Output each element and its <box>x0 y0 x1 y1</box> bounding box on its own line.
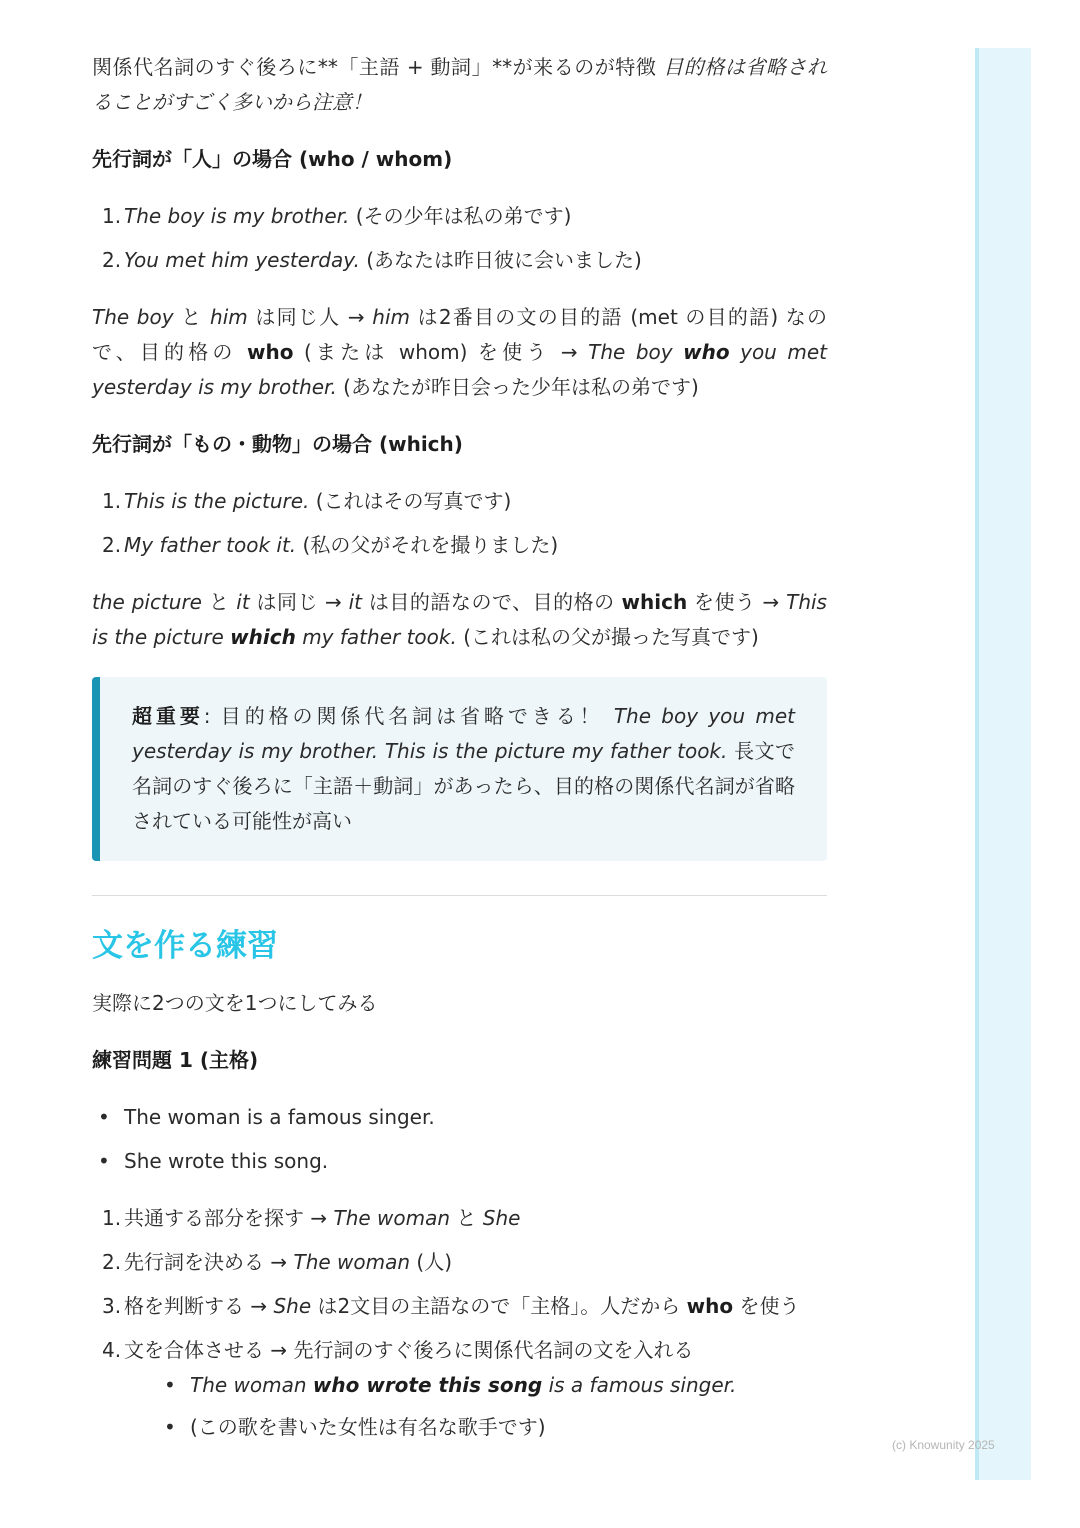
text-span: She <box>482 1206 521 1230</box>
intro-paragraph <box>92 50 827 120</box>
section-title: 文を作る練習 <box>92 928 278 964</box>
exercise-heading: 練習問題 1 (主格) <box>92 1048 259 1072</box>
text-span: (これは私の父が撮った写真です) <box>456 625 759 649</box>
bullet-icon: • <box>98 1149 110 1173</box>
keyword: which <box>230 625 296 649</box>
text-span: (あなたが昨日会った少年は私の弟です) <box>336 375 699 399</box>
text-span: を使う → <box>687 590 787 614</box>
person-example-list <box>92 199 827 278</box>
text-span: She <box>273 1294 312 1318</box>
text-span: The woman <box>333 1206 451 1230</box>
exercise-sentence-list <box>92 1100 827 1179</box>
text-span: The woman <box>293 1250 411 1274</box>
list-item <box>92 1144 827 1179</box>
text-span: it <box>236 590 250 614</box>
list-number: 1. <box>102 1206 122 1230</box>
text-span: him <box>210 305 248 329</box>
text-span: 格を判断する → <box>124 1294 274 1318</box>
text-span: him <box>372 305 410 329</box>
text-span: と <box>173 305 211 329</box>
heading-person: 先行詞が「人」の場合 (who / whom) <box>92 147 453 171</box>
list-item <box>92 528 827 563</box>
example-english: This is the picture. <box>124 489 310 513</box>
list-item <box>92 199 827 234</box>
answer-list <box>124 1368 827 1445</box>
text-span: 先行詞を決める → <box>124 1250 294 1274</box>
text-span: 共通する部分を探す → <box>124 1206 334 1230</box>
thing-explanation <box>92 585 827 655</box>
list-item <box>124 1368 827 1403</box>
example-english: The boy is my brother. <box>124 204 350 228</box>
sentence-text: She wrote this song. <box>124 1149 329 1173</box>
callout-text: 長文で名詞のすぐ後ろに「主語＋動詞」があったら、目的格の関係代名詞が省略されている可能性が高い <box>132 739 796 833</box>
list-item <box>124 1410 827 1445</box>
example-english: You met him yesterday. <box>124 248 360 272</box>
intro-text: 関係代名詞のすぐ後ろに**「主語 + 動詞」**が来るのが特徴 <box>92 55 664 79</box>
divider <box>92 895 827 896</box>
example-japanese: (私の父がそれを撮りました) <box>296 533 559 557</box>
list-number: 1. <box>102 204 122 228</box>
person-explanation <box>92 300 827 405</box>
list-number: 2. <box>102 1250 122 1274</box>
text-span: と <box>202 590 237 614</box>
text-span: my father took. <box>295 625 457 649</box>
example-japanese: (これはその写真です) <box>309 489 512 513</box>
steps-list <box>92 1201 827 1445</box>
callout-text: : 目的格の関係代名詞は省略できる！ <box>203 704 614 728</box>
bullet-icon: • <box>98 1105 110 1129</box>
list-item <box>92 1289 827 1324</box>
list-item <box>92 484 827 519</box>
example-english: My father took it. <box>124 533 297 557</box>
keyword: who <box>247 340 294 364</box>
list-item <box>92 1245 827 1280</box>
thing-example-list <box>92 484 827 563</box>
list-item <box>92 1100 827 1135</box>
callout-label: 超重要 <box>132 704 204 728</box>
text-span: (または whom) を使う → <box>293 340 589 364</box>
document-content <box>92 50 827 1467</box>
text-span: 文を合体させる → 先行詞のすぐ後ろに関係代名詞の文を入れる <box>124 1338 694 1362</box>
text-span: The boy <box>92 305 174 329</box>
list-number: 2. <box>102 248 122 272</box>
example-japanese: (その少年は私の弟です) <box>349 204 572 228</box>
text-span: は2番目の文の目的語 (met の目的語) なので、目的格の <box>92 305 827 364</box>
list-item <box>92 1201 827 1236</box>
list-item <box>92 243 827 278</box>
callout-example: The boy you met yesterday is my brother. This is the picture my father took. <box>132 704 795 763</box>
side-panel <box>975 48 1031 1480</box>
keyword: which <box>621 590 688 614</box>
sentence-text: The woman is a famous singer. <box>124 1105 435 1129</box>
list-number: 2. <box>102 533 122 557</box>
text-span: は目的語なので、目的格の <box>362 590 622 614</box>
text-span: は同じ人 → <box>247 305 373 329</box>
text-span: it <box>348 590 362 614</box>
text-span: は同じ → <box>249 590 349 614</box>
important-callout <box>92 677 827 861</box>
list-number: 3. <box>102 1294 122 1318</box>
text-span: (人) <box>410 1250 453 1274</box>
text-span: The woman <box>190 1373 313 1397</box>
bullet-icon: • <box>164 1415 176 1439</box>
text-span: This is the picture <box>92 590 827 649</box>
keyword: who <box>683 340 730 364</box>
example-japanese: (あなたは昨日彼に会いました) <box>359 248 642 272</box>
text-span: The boy <box>588 340 684 364</box>
bullet-icon: • <box>164 1373 176 1397</box>
text-span: the picture <box>92 590 202 614</box>
text-span: you met yesterday is my brother. <box>92 340 827 399</box>
list-number: 4. <box>102 1338 122 1362</box>
copyright-text: (c) Knowunity 2025 <box>892 1438 995 1452</box>
text-span: と <box>450 1206 483 1230</box>
text-span: は2文目の主語なので「主格」。人だから <box>311 1294 687 1318</box>
translation-text: (この歌を書いた女性は有名な歌手です) <box>190 1415 546 1439</box>
list-item <box>92 1333 827 1445</box>
text-span: is a famous singer. <box>542 1373 737 1397</box>
text-span: を使う <box>733 1294 800 1318</box>
list-number: 1. <box>102 489 122 513</box>
keyword: who <box>686 1294 734 1318</box>
practice-intro: 実際に2つの文を1つにしてみる <box>92 991 378 1015</box>
intro-note: 目的格は省略されることがすごく多いから注意！ <box>92 55 827 114</box>
heading-thing: 先行詞が「もの・動物」の場合 (which) <box>92 432 463 456</box>
keyword: who wrote this song <box>312 1373 543 1397</box>
